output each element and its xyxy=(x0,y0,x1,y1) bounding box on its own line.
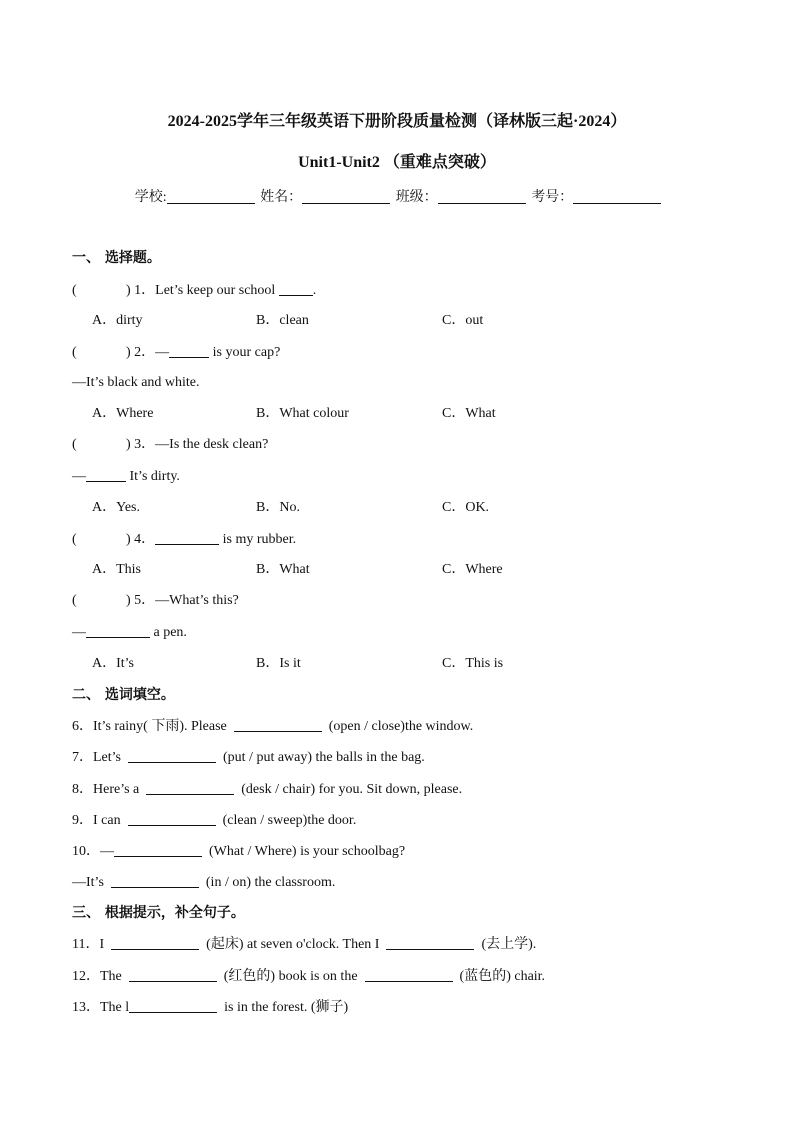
option-c[interactable]: C．What xyxy=(442,406,496,421)
answer-paren[interactable]: ( xyxy=(72,345,77,360)
school-field[interactable] xyxy=(167,187,255,204)
option-b[interactable]: B．clean xyxy=(256,313,309,328)
page-title: 2024-2025学年三年级英语下册阶段质量检测（译林版三起·2024） xyxy=(167,113,627,130)
name-label: 姓名： xyxy=(260,190,303,205)
section-heading-word-choice: 二、 选词填空。 xyxy=(72,687,175,703)
question-4: ( ) 4． is my rubber. xyxy=(72,532,297,547)
answer-blank[interactable] xyxy=(146,780,234,795)
option-b[interactable]: B．What colour xyxy=(256,406,349,421)
option-a[interactable]: A．Yes. xyxy=(92,500,140,515)
answer-blank[interactable] xyxy=(129,967,217,982)
fill-item-10: 10．— (What / Where) is your schoolbag? xyxy=(72,844,406,859)
sentence-item-12: 12．The (红色的) book is on the (蓝色的) chair. xyxy=(72,969,546,984)
class-field[interactable] xyxy=(438,187,526,204)
student-info-row xyxy=(0,186,794,206)
sentence-item-11: 11．I (起床) at seven o'clock. Then I (去上学). xyxy=(72,937,537,952)
option-c[interactable]: C．out xyxy=(442,313,484,328)
class-label: 班级： xyxy=(395,190,438,205)
answer-blank[interactable] xyxy=(114,842,202,857)
answer-blank[interactable] xyxy=(365,967,453,982)
option-c[interactable]: C．Where xyxy=(442,562,503,577)
answer-paren[interactable]: ( xyxy=(72,283,77,298)
question-2-reply: —It’s black and white. xyxy=(72,375,200,390)
question-3: ( ) 3．—Is the desk clean? xyxy=(72,437,269,452)
question-5-reply: — a pen. xyxy=(72,625,187,640)
option-a[interactable]: A．Where xyxy=(92,406,154,421)
option-c[interactable]: C．This is xyxy=(442,656,504,671)
answer-blank[interactable] xyxy=(111,873,199,888)
exam-number-label: 考号： xyxy=(531,190,574,205)
option-b[interactable]: B．What xyxy=(256,562,310,577)
option-a[interactable]: A．This xyxy=(92,562,141,577)
option-b[interactable]: B．Is it xyxy=(256,656,301,671)
answer-blank[interactable] xyxy=(234,717,322,732)
fill-item-7: 7．Let’s (put / put away) the balls in the bag. xyxy=(72,750,425,765)
answer-paren[interactable]: ( xyxy=(72,593,77,608)
answer-blank[interactable] xyxy=(279,281,313,296)
answer-blank[interactable] xyxy=(169,343,209,358)
name-field[interactable] xyxy=(302,187,390,204)
fill-item-6: 6．It’s rainy( 下雨). Please (open / close)the window. xyxy=(72,719,474,734)
fill-item-9: 9．I can (clean / sweep)the door. xyxy=(72,813,357,828)
answer-blank[interactable] xyxy=(155,530,219,545)
answer-blank[interactable] xyxy=(128,811,216,826)
answer-paren[interactable]: ( xyxy=(72,532,77,547)
question-5: ( ) 5．—What’s this? xyxy=(72,593,239,608)
page-subtitle: Unit1-Unit2 （重难点突破） xyxy=(298,154,496,171)
section-heading-complete-sentences: 三、 根据提示，补全句子。 xyxy=(72,905,245,921)
answer-blank[interactable] xyxy=(128,748,216,763)
option-c[interactable]: C．OK. xyxy=(442,500,490,515)
sentence-item-13: 13．The l is in the forest. (狮子) xyxy=(72,1000,349,1015)
answer-blank[interactable] xyxy=(129,998,217,1013)
section-heading-choice: 一、 选择题。 xyxy=(72,250,161,266)
option-a[interactable]: A．It’s xyxy=(92,656,134,671)
question-2: ( ) 2．— is your cap? xyxy=(72,345,281,360)
fill-item-8: 8．Here’s a (desk / chair) for you. Sit down, please. xyxy=(72,782,463,797)
fill-item-10-reply: —It’s (in / on) the classroom. xyxy=(72,875,336,890)
answer-blank[interactable] xyxy=(86,467,126,482)
question-3-reply: — It’s dirty. xyxy=(72,469,180,484)
option-b[interactable]: B．No. xyxy=(256,500,300,515)
school-label: 学校: xyxy=(134,190,167,205)
answer-blank[interactable] xyxy=(386,935,474,950)
answer-blank[interactable] xyxy=(86,623,150,638)
answer-blank[interactable] xyxy=(111,935,199,950)
option-a[interactable]: A．dirty xyxy=(92,313,143,328)
question-1: ( ) 1．Let’s keep our school . xyxy=(72,283,317,298)
exam-number-field[interactable] xyxy=(573,187,661,204)
answer-paren[interactable]: ( xyxy=(72,437,77,452)
